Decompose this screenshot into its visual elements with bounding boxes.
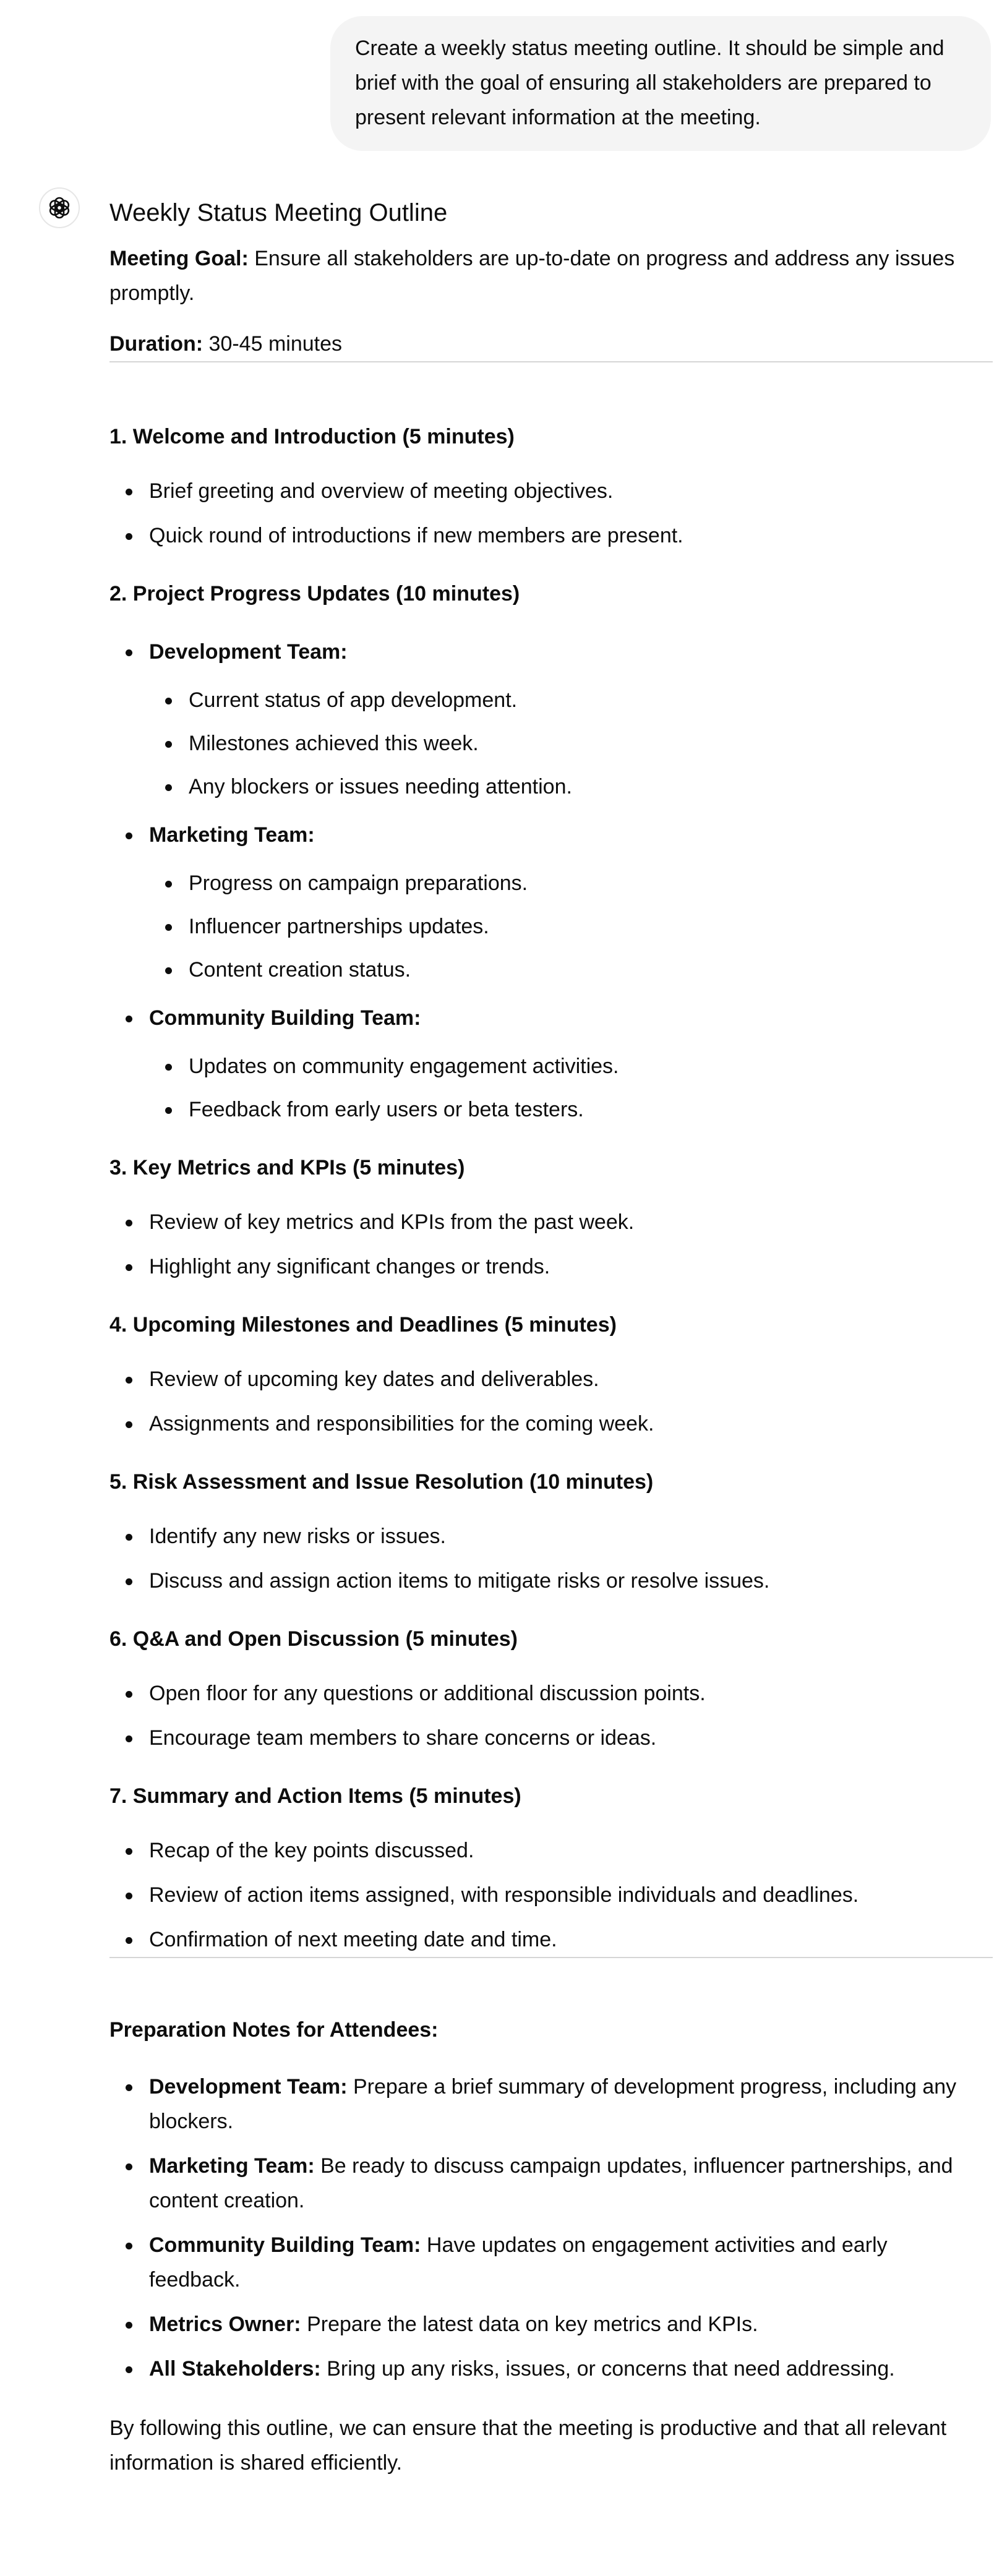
section-heading: 5. Risk Assessment and Issue Resolution (10 minutes)	[109, 1470, 654, 1494]
prep-note-label: Community Building Team:	[149, 2233, 421, 2257]
prep-note-label: All Stakeholders:	[149, 2357, 321, 2381]
list-item: Assignments and responsibilities for the coming week.	[109, 1406, 993, 1441]
prep-note	[109, 2228, 969, 2297]
list-item: Any blockers or issues needing attention.	[109, 769, 993, 804]
section-list	[109, 1205, 993, 1284]
openai-logo-icon	[47, 195, 72, 220]
list-item: Confirmation of next meeting date and time.	[109, 1922, 993, 1957]
team-label: Marketing Team:	[109, 818, 993, 852]
list-item: Content creation status.	[109, 952, 993, 987]
meeting-duration	[109, 327, 993, 361]
divider	[109, 361, 993, 362]
prep-heading: Preparation Notes for Attendees:	[109, 2018, 439, 2042]
closing-paragraph: By following this outline, we can ensure that the meeting is productive and that all relevant information is shared efficiently.	[109, 2416, 947, 2475]
prep-notes-list	[109, 2069, 969, 2386]
section-heading: 7. Summary and Action Items (5 minutes)	[109, 1784, 521, 1808]
list-item: Feedback from early users or beta testers.	[109, 1092, 993, 1127]
list-item: Quick round of introductions if new members are present.	[109, 518, 993, 553]
list-item: Discuss and assign action items to mitigate risks or resolve issues.	[109, 1564, 993, 1598]
prep-note	[109, 2069, 969, 2139]
prep-note-label: Development Team:	[149, 2075, 348, 2099]
divider	[109, 1957, 993, 1958]
list-item: Highlight any significant changes or trends.	[109, 1249, 993, 1284]
prep-note-text: Bring up any risks, issues, or concerns that need addressing.	[320, 2357, 895, 2381]
list-item: Review of upcoming key dates and deliverables.	[109, 1362, 993, 1397]
list-item: Milestones achieved this week.	[109, 726, 993, 761]
prep-note	[109, 2149, 969, 2218]
duration-text: 30-45 minutes	[203, 332, 342, 356]
section-list	[109, 1833, 993, 1957]
meeting-goal	[109, 241, 993, 310]
list-item: Review of action items assigned, with responsible individuals and deadlines.	[109, 1878, 993, 1912]
section-heading: 2. Project Progress Updates (10 minutes)	[109, 582, 520, 605]
section-heading: 1. Welcome and Introduction (5 minutes)	[109, 425, 515, 448]
section-heading: 6. Q&A and Open Discussion (5 minutes)	[109, 1627, 518, 1651]
list-item: Influencer partnerships updates.	[109, 909, 993, 944]
list-item: Progress on campaign preparations.	[109, 866, 993, 901]
prep-note-text: Prepare a brief summary of development progress, including any blockers.	[149, 2075, 957, 2133]
section-heading: 4. Upcoming Milestones and Deadlines (5 minutes)	[109, 1313, 617, 1337]
prep-note-text: Have updates on engagement activities and early feedback.	[149, 2233, 888, 2291]
section-list	[109, 474, 993, 553]
section-heading: 3. Key Metrics and KPIs (5 minutes)	[109, 1156, 465, 1179]
prep-note-label: Metrics Owner:	[149, 2313, 301, 2336]
team-label: Development Team:	[109, 635, 993, 669]
user-message-bubble: Create a weekly status meeting outline. It should be simple and brief with the goal of ensuring all stakeholders are prepared to present relevant information at the meeting.	[330, 16, 991, 151]
section-list	[109, 1676, 993, 1755]
meeting-goal-label: Meeting Goal:	[109, 247, 249, 270]
prep-note-label: Marketing Team:	[149, 2154, 315, 2178]
assistant-message	[109, 193, 993, 2480]
list-item: Open floor for any questions or additional discussion points.	[109, 1676, 993, 1711]
list-item: Identify any new risks or issues.	[109, 1519, 993, 1554]
list-item: Recap of the key points discussed.	[109, 1833, 993, 1868]
outline-title: Weekly Status Meeting Outline	[109, 199, 448, 226]
prep-note-text: Prepare the latest data on key metrics and KPIs.	[301, 2313, 758, 2336]
list-item: Encourage team members to share concerns or ideas.	[109, 1721, 993, 1755]
team-label: Community Building Team:	[109, 1001, 993, 1035]
section-list	[109, 635, 993, 1127]
prep-note	[109, 2351, 969, 2386]
user-message-row	[330, 16, 991, 151]
section-list	[109, 1519, 993, 1598]
list-item: Updates on community engagement activities.	[109, 1049, 993, 1084]
list-item: Review of key metrics and KPIs from the past week.	[109, 1205, 993, 1239]
list-item: Brief greeting and overview of meeting objectives.	[109, 474, 993, 508]
section-list	[109, 1362, 993, 1441]
prep-note	[109, 2307, 969, 2342]
prep-note-text: Be ready to discuss campaign updates, influencer partnerships, and content creation.	[149, 2154, 953, 2212]
list-item: Current status of app development.	[109, 683, 993, 717]
duration-label: Duration:	[109, 332, 203, 356]
assistant-avatar	[39, 187, 80, 228]
meeting-goal-text: Ensure all stakeholders are up-to-date on progress and address any issues promptly.	[109, 247, 955, 305]
